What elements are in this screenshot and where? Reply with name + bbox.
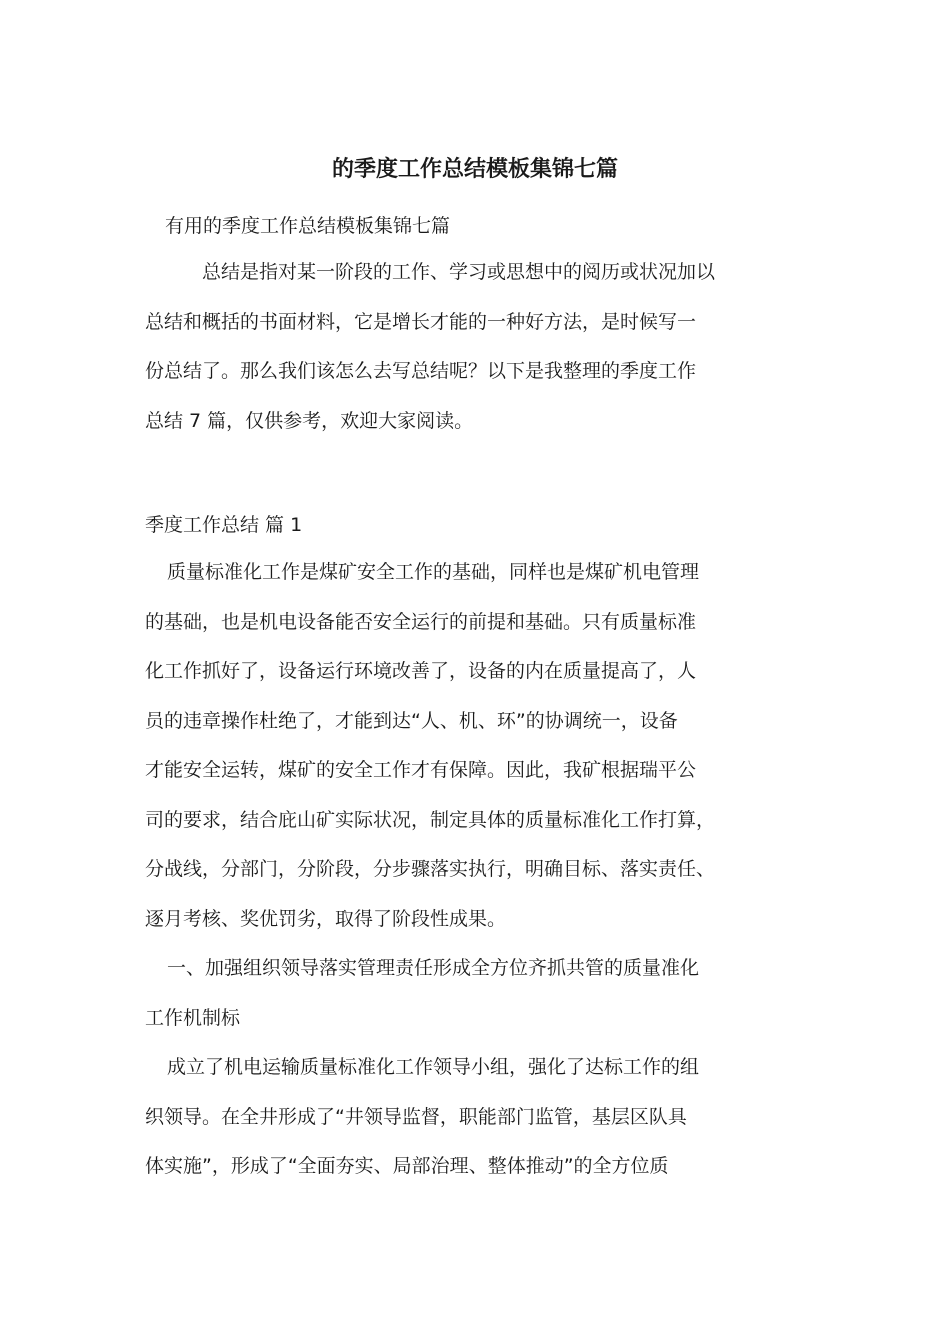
intro-line: 总结 7 篇，仅供参考，欢迎大家阅读。 [145,409,474,432]
intro-line: 总结是指对某一阶段的工作、学习或思想中的阅历或状况加以 [202,261,716,283]
body-line: 化工作抓好了，设备运行环境改善了，设备的内在质量提高了，人 [145,660,697,682]
body-line: 才能安全运转，煤矿的安全工作才有保障。因此，我矿根据瑞平公 [145,759,697,781]
body-line: 分战线，分部门，分阶段，分步骤落实执行，明确目标、落实责任、 [145,858,716,880]
body-line: 体实施”，形成了“全面夯实、局部治理、整体推动”的全方位质 [145,1155,669,1177]
subheading-line: 工作机制标 [145,1006,241,1029]
section-heading: 季度工作总结 篇 1 [145,514,303,536]
section-heading-block [145,505,845,545]
subheading-line: 一、加强组织领导落实管理责任形成全方位齐抓共管的质量准化 [167,957,700,979]
body-line: 织领导。在全井形成了“井领导监督，职能部门监管，基层区队具 [145,1105,687,1128]
intro-line: 总结和概括的书面材料，它是增长才能的一种好方法，是时候写一 [145,310,697,333]
body-line: 司的要求，结合庇山矿实际状况，制定具体的质量标准化工作打算， [145,808,716,831]
body-line: 员的违章操作杜绝了，才能到达“人、机、环”的协调统一，设备 [145,709,678,732]
intro-paragraph [145,248,845,446]
body-line: 的基础，也是机电设备能否安全运行的前提和基础。只有质量标准 [145,610,697,633]
body-line: 逐月考核、奖优罚劣，取得了阶段性成果。 [145,907,507,930]
intro-line: 份总结了。那么我们该怎么去写总结呢？以下是我整理的季度工作 [145,360,697,382]
section-body [145,548,845,1192]
body-line: 成立了机电运输质量标准化工作领导小组，强化了达标工作的组 [167,1056,700,1078]
document-title: 的季度工作总结模板集锦七篇 [331,157,618,182]
body-line: 质量标准化工作是煤矿安全工作的基础，同样也是煤矿机电管理 [167,561,700,583]
document-subtitle: 有用的季度工作总结模板集锦七篇 [165,215,451,237]
